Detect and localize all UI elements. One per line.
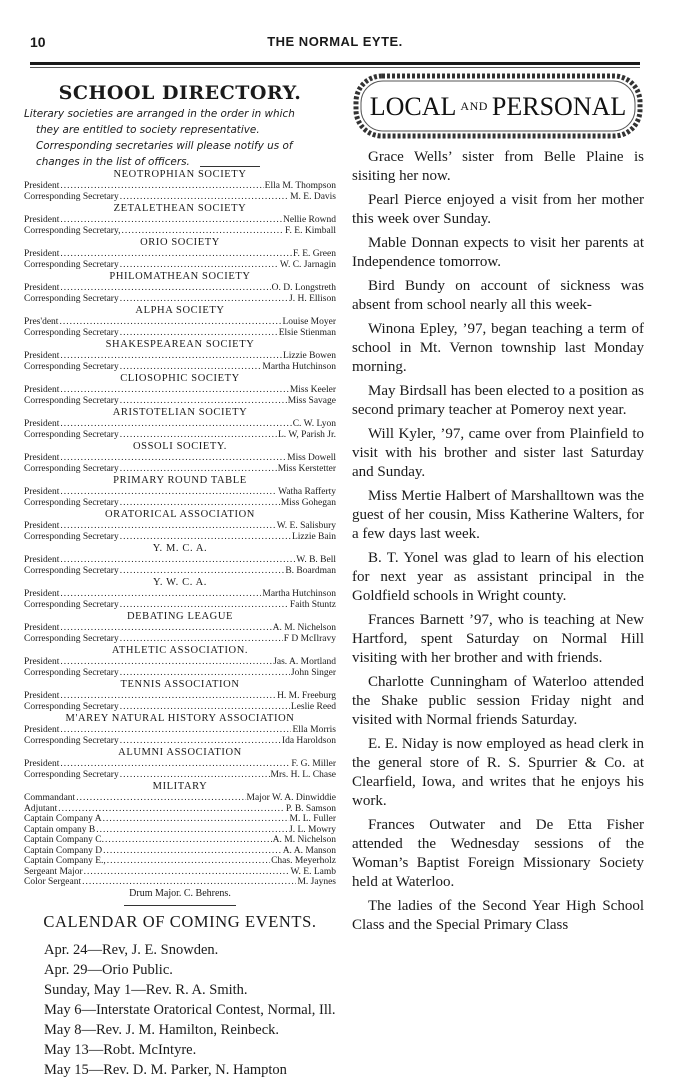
dot-leader <box>120 634 283 645</box>
officer-row <box>24 385 336 396</box>
dot-leader <box>84 867 290 878</box>
officer-name: O. D. Longstreth <box>271 283 336 293</box>
officer-row <box>24 759 336 770</box>
calendar-title: CALENDAR OF COMING EVENTS. <box>43 911 317 931</box>
officer-row <box>24 846 336 857</box>
society-name: NEOTROPHIAN SOCIETY <box>113 169 247 180</box>
dot-leader <box>60 487 277 498</box>
officer-name: F. E. Green <box>292 249 336 259</box>
calendar-event: May 6—Interstate Oratorical Contest, Normal, Ill. <box>44 1001 336 1018</box>
officer-role: Corresponding Secretary <box>24 667 119 678</box>
dot-leader <box>60 725 291 736</box>
officer-name: A. A. Manson <box>282 845 336 856</box>
officer-name: Mrs. H. L. Chase <box>270 769 336 780</box>
officer-row <box>24 770 336 781</box>
officer-role: Corresponding Secretary <box>24 463 119 474</box>
officer-row <box>24 867 336 878</box>
officer-row <box>24 419 336 430</box>
header-rule-thick <box>30 62 640 65</box>
society-entry <box>24 305 336 338</box>
officer-role: Corresponding Secretary <box>24 565 119 576</box>
officer-row <box>24 351 336 362</box>
officer-role: Corresponding Secretary <box>24 497 119 508</box>
society-name: DEBATING LEAGUE <box>126 611 234 622</box>
officer-name: Chas. Meyerholz <box>271 856 336 866</box>
dot-leader <box>107 856 270 867</box>
calendar-divider <box>124 905 236 906</box>
officer-role: President <box>24 249 60 259</box>
dot-leader <box>60 555 295 566</box>
officer-name: M. L. Fuller <box>289 814 336 824</box>
society-entry <box>24 781 336 888</box>
officer-name: P. B. Samson <box>285 803 336 814</box>
officer-row <box>24 589 336 600</box>
officer-role: President <box>24 725 60 735</box>
officer-name: Miss Savage <box>287 395 336 406</box>
dot-leader <box>60 691 276 702</box>
dot-leader <box>60 657 272 668</box>
calendar-event: May 13—Robt. McIntyre. <box>44 1041 197 1058</box>
society-name: ZETALETHEAN SOCIETY <box>113 203 247 214</box>
officer-row <box>24 702 336 713</box>
officer-role: President <box>24 759 60 769</box>
society-entry <box>24 407 336 440</box>
intro-divider <box>200 166 260 167</box>
officer-name: Major W. A. Dinwiddie <box>246 793 336 803</box>
officer-name: H. M. Freeburg <box>277 691 336 701</box>
officer-role: President <box>24 521 60 531</box>
officer-role: President <box>24 215 60 225</box>
officer-role: Corresponding Secretary <box>24 259 119 270</box>
society-entry <box>24 203 336 236</box>
officer-name: Leslie Reed <box>290 701 336 712</box>
society-entry <box>24 611 336 644</box>
officer-role: Corresponding Secretary <box>24 429 119 440</box>
banner-heading <box>352 92 644 121</box>
society-name: M'AREY NATURAL HISTORY ASSOCIATION <box>65 713 295 724</box>
news-item: Bird Bundy on account of sickness was absent from school nearly all this week- <box>352 278 644 313</box>
officer-role: Sergeant Major <box>24 866 83 877</box>
officer-row <box>24 566 336 577</box>
officer-name: Miss Dowell <box>287 453 336 463</box>
officer-role: Corresponding Secretary <box>24 191 119 202</box>
officer-role: Corresponding Secretary <box>24 531 119 542</box>
officer-name: Watha Rafferty <box>278 487 336 497</box>
officer-name: Martha Hutchinson <box>262 589 336 599</box>
drum-major: Drum Major. C. Behrens. <box>129 887 231 899</box>
dot-leader <box>120 600 289 611</box>
society-name: SHAKESPEAREAN SOCIETY <box>105 339 255 350</box>
officer-role: Corresponding Secretary <box>24 633 119 644</box>
officer-name: W. E. Lamb <box>290 866 336 877</box>
officer-role: President <box>24 351 60 361</box>
dot-leader <box>76 793 245 804</box>
officer-name: Faith Stuntz <box>289 599 336 610</box>
officer-row <box>24 804 336 815</box>
officer-row <box>24 623 336 634</box>
dot-leader <box>60 215 282 226</box>
officer-row <box>24 668 336 679</box>
dot-leader <box>60 453 286 464</box>
officer-row <box>24 226 336 237</box>
officer-row <box>24 215 336 226</box>
society-entry <box>24 373 336 406</box>
society-name: TENNIS ASSOCIATION <box>120 679 240 690</box>
officer-name: Miss Kerstetter <box>277 463 336 474</box>
officer-name: C. W. Lyon <box>292 419 336 429</box>
officer-row <box>24 487 336 498</box>
page-header <box>30 34 640 54</box>
dot-leader <box>120 668 290 679</box>
society-entry <box>24 169 336 202</box>
officer-role: Captain Company E., <box>24 856 106 866</box>
officer-name: Louise Moyer <box>282 317 336 327</box>
officer-name: M. E. Davis <box>290 191 336 202</box>
dot-leader <box>60 589 261 600</box>
society-entry <box>24 509 336 542</box>
page-number: 10 <box>30 34 46 50</box>
officer-role: Pres'dent <box>24 317 59 327</box>
dot-leader <box>60 521 275 532</box>
officer-row <box>24 691 336 702</box>
officer-row <box>24 835 336 846</box>
dot-leader <box>103 846 282 857</box>
news-item: Frances Barnett ’97, who is teaching at New Hartford, spent Saturday on Normal Hill visiting with her brother and with friends. <box>352 612 644 666</box>
society-name: ARISTOTELIAN SOCIETY <box>112 407 248 418</box>
dot-leader <box>82 877 296 888</box>
society-entry <box>24 747 336 780</box>
society-entry <box>24 645 336 678</box>
officer-row <box>24 283 336 294</box>
news-item: Miss Mertie Halbert of Marshalltown was the guest of her cousin, Miss Katherine Walters, for a few days last week. <box>352 488 644 542</box>
officer-role: Corresponding Secretary <box>24 327 119 338</box>
officer-row <box>24 317 336 328</box>
dot-leader <box>105 835 272 846</box>
officer-name: Jas. A. Mortland <box>273 657 336 667</box>
directory-title: SCHOOL DIRECTORY. <box>58 82 302 104</box>
officer-role: President <box>24 181 60 191</box>
officer-role: Corresponding Secretary <box>24 293 119 304</box>
banner-word-and: AND <box>460 99 488 113</box>
dot-leader <box>120 566 285 577</box>
society-name: Y. M. C. A. <box>152 543 208 554</box>
officer-row <box>24 362 336 373</box>
news-item: May Birdsall has been elected to a position as second primary teacher at Pomeroy next year. <box>352 383 644 418</box>
officer-row <box>24 634 336 645</box>
officer-row <box>24 181 336 192</box>
right-column <box>352 72 644 940</box>
officer-role: Captain ompany B <box>24 824 96 835</box>
left-column <box>24 78 336 1080</box>
dot-leader <box>60 759 290 770</box>
officer-row <box>24 814 336 825</box>
officer-row <box>24 396 336 407</box>
officer-role: President <box>24 453 60 463</box>
dot-leader <box>120 294 288 305</box>
officer-role: Corresponding Secretary <box>24 395 119 406</box>
news-item: Winona Epley, ’97, began teaching a term of school in Mt. Vernon township last Monday morning. <box>352 321 644 375</box>
officer-role: President <box>24 623 60 633</box>
society-name: PHILOMATHEAN SOCIETY <box>109 271 251 282</box>
dot-leader <box>120 736 281 747</box>
dot-leader <box>60 351 282 362</box>
officer-role: Captain Company D <box>24 845 103 856</box>
officer-row <box>24 555 336 566</box>
officer-role: President <box>24 419 60 429</box>
dot-leader <box>96 825 288 836</box>
banner-word-local: LOCAL <box>369 92 457 121</box>
officer-name: M. Jaynes <box>297 877 336 887</box>
dot-leader <box>121 226 284 237</box>
officer-role: Corresponding Secretary <box>24 769 119 780</box>
officer-row <box>24 856 336 867</box>
calendar-event: May 15—Rev. D. M. Parker, N. Hampton <box>44 1061 287 1078</box>
calendar-event-list <box>24 940 336 1080</box>
officer-name: Lizzie Bain <box>291 531 336 542</box>
society-entry <box>24 543 336 576</box>
news-item: B. T. Yonel was glad to learn of his election for next year as assistant principal in the Goldfield schools in Wright county. <box>352 550 644 604</box>
officer-name: L. W, Parish Jr. <box>277 429 336 440</box>
society-name: ALPHA SOCIETY <box>135 305 225 316</box>
news-item: E. E. Niday is now employed as head clerk in the general store of R. S. Spurrier & Co. at Clearfield, Iowa, and writes that he enjoys his work. <box>352 736 644 809</box>
directory-intro-rest: they are entitled to society representative. Corresponding secretaries will please notify us of changes in the list of officers. <box>36 124 293 168</box>
officer-role: Corresponding Secretary, <box>24 225 121 236</box>
officer-role: Commandant <box>24 793 76 803</box>
dot-leader <box>120 396 287 407</box>
officer-row <box>24 725 336 736</box>
society-name: PRIMARY ROUND TABLE <box>113 475 247 486</box>
society-entry <box>24 577 336 610</box>
officer-role: Color Sergeant <box>24 877 82 887</box>
society-name: ORATORICAL ASSOCIATION <box>104 509 255 520</box>
dot-leader <box>103 814 289 825</box>
calendar-event: May 8—Rev. J. M. Hamilton, Reinbeck. <box>44 1021 280 1038</box>
officer-row <box>24 600 336 611</box>
officer-name: F. E. Kimball <box>285 225 336 236</box>
dot-leader <box>120 702 290 713</box>
local-personal-banner <box>352 72 644 140</box>
officer-name: J. H. Ellison <box>289 293 336 304</box>
officer-role: Corresponding Secretary <box>24 701 119 712</box>
news-item: Charlotte Cunningham of Waterloo attended the Shake public session Friday night and visited with Normal friends Saturday. <box>352 674 644 728</box>
officer-role: Corresponding Secretary <box>24 599 119 610</box>
officer-name: W. B. Bell <box>296 555 336 565</box>
dot-leader <box>120 362 262 373</box>
officer-row <box>24 498 336 509</box>
officer-name: W. C. Jarnagin <box>279 259 336 270</box>
society-entry <box>24 441 336 474</box>
dot-leader <box>120 770 270 781</box>
news-item: Frances Outwater and De Etta Fisher attended the Wednesday sessions of the Woman’s Baptist Foreign Missionary Society held at Waterloo. <box>352 817 644 890</box>
officer-name: A. M. Nichelson <box>272 623 336 633</box>
news-item: Grace Wells’ sister from Belle Plaine is sisiting her now. <box>352 149 644 184</box>
calendar-event: Apr. 24—Rev, J. E. Snowden. <box>44 941 219 958</box>
officer-row <box>24 877 336 888</box>
officer-name: F. G. Miller <box>291 759 336 769</box>
dot-leader <box>59 317 281 328</box>
officer-role: President <box>24 691 60 701</box>
officer-name: Ida Haroldson <box>281 735 336 746</box>
dot-leader <box>120 532 291 543</box>
dot-leader <box>120 430 277 441</box>
officer-role: Captain Company C. <box>24 835 104 845</box>
officer-row <box>24 532 336 543</box>
dot-leader <box>120 260 279 271</box>
dot-leader <box>60 249 292 260</box>
society-entry <box>24 339 336 372</box>
officer-row <box>24 249 336 260</box>
officer-role: President <box>24 555 60 565</box>
officer-name: F D McIlravy <box>283 633 336 644</box>
header-rule-thin <box>30 67 640 68</box>
dot-leader <box>60 419 291 430</box>
officer-name: Miss Keeler <box>289 385 336 395</box>
calendar-event: Apr. 29—Orio Public. <box>44 961 173 978</box>
officer-role: President <box>24 589 60 599</box>
officer-name: Martha Hutchinson <box>262 361 336 372</box>
officer-name: J. L. Mowry <box>289 824 336 835</box>
dot-leader <box>60 623 271 634</box>
directory-intro-first: Literary societies are arranged in the order in which <box>24 108 295 120</box>
officer-role: Corresponding Secretary <box>24 361 119 372</box>
society-name: ATHLETIC ASSOCIATION. <box>111 645 249 656</box>
dot-leader <box>58 804 285 815</box>
officer-role: Corresponding Secretary <box>24 735 119 746</box>
officer-name: Elsie Stienman <box>278 327 336 338</box>
society-entry <box>24 237 336 270</box>
officer-name: Nellie Rownd <box>282 215 336 225</box>
local-news-list <box>352 148 644 935</box>
officer-row <box>24 192 336 203</box>
news-item: Mable Donnan expects to visit her parents at Independence tomorrow. <box>352 235 644 270</box>
officer-role: President <box>24 487 60 497</box>
dot-leader <box>60 283 270 294</box>
officer-role: Captain Company A <box>24 814 102 824</box>
officer-name: John Singer <box>290 667 336 678</box>
dot-leader <box>120 464 277 475</box>
directory-intro <box>24 106 336 170</box>
officer-role: President <box>24 283 60 293</box>
news-item: Will Kyler, ’97, came over from Plainfield to visit with his brother and sister last Saturday and Sunday. <box>352 426 644 480</box>
journal-title: THE NORMAL EYTE. <box>267 34 403 49</box>
officer-row <box>24 430 336 441</box>
society-list <box>24 169 336 888</box>
society-name: CLIOSOPHIC SOCIETY <box>120 373 240 384</box>
officer-row <box>24 464 336 475</box>
society-name: ALUMNI ASSOCIATION <box>118 747 242 758</box>
officer-name: A. M. Nichelson <box>272 835 336 845</box>
officer-name: B. Boardman <box>285 565 336 576</box>
society-entry <box>24 475 336 508</box>
officer-role: Adjutant <box>24 803 58 814</box>
society-entry <box>24 679 336 712</box>
officer-row <box>24 260 336 271</box>
dot-leader <box>60 385 288 396</box>
dot-leader <box>120 328 278 339</box>
officer-role: President <box>24 385 60 395</box>
officer-row <box>24 328 336 339</box>
dot-leader <box>60 181 263 192</box>
news-item: Pearl Pierce enjoyed a visit from her mother this week over Sunday. <box>352 192 644 227</box>
officer-role: President <box>24 657 60 667</box>
dot-leader <box>120 192 289 203</box>
officer-row <box>24 736 336 747</box>
officer-row <box>24 793 336 804</box>
officer-row <box>24 294 336 305</box>
society-entry <box>24 713 336 746</box>
society-name: Y. W. C. A. <box>153 577 207 588</box>
officer-name: Miss Gohegan <box>280 497 336 508</box>
society-name: MILITARY <box>152 781 208 792</box>
society-name: ORIO SOCIETY <box>140 237 220 248</box>
society-entry <box>24 271 336 304</box>
society-name: OSSOLI SOCIETY. <box>133 441 227 452</box>
banner-word-personal: PERSONAL <box>491 92 627 121</box>
officer-row <box>24 657 336 668</box>
officer-name: W. E. Salisbury <box>276 521 336 531</box>
officer-name: Ella Morris <box>292 725 336 735</box>
officer-row <box>24 453 336 464</box>
news-item: The ladies of the Second Year High School Class and the Special Primary Class <box>352 898 644 933</box>
dot-leader <box>120 498 280 509</box>
officer-row <box>24 825 336 836</box>
officer-row <box>24 521 336 532</box>
calendar-event: Sunday, May 1—Rev. R. A. Smith. <box>44 981 248 998</box>
officer-name: Ella M. Thompson <box>264 181 336 191</box>
officer-name: Lizzie Bowen <box>282 351 336 361</box>
